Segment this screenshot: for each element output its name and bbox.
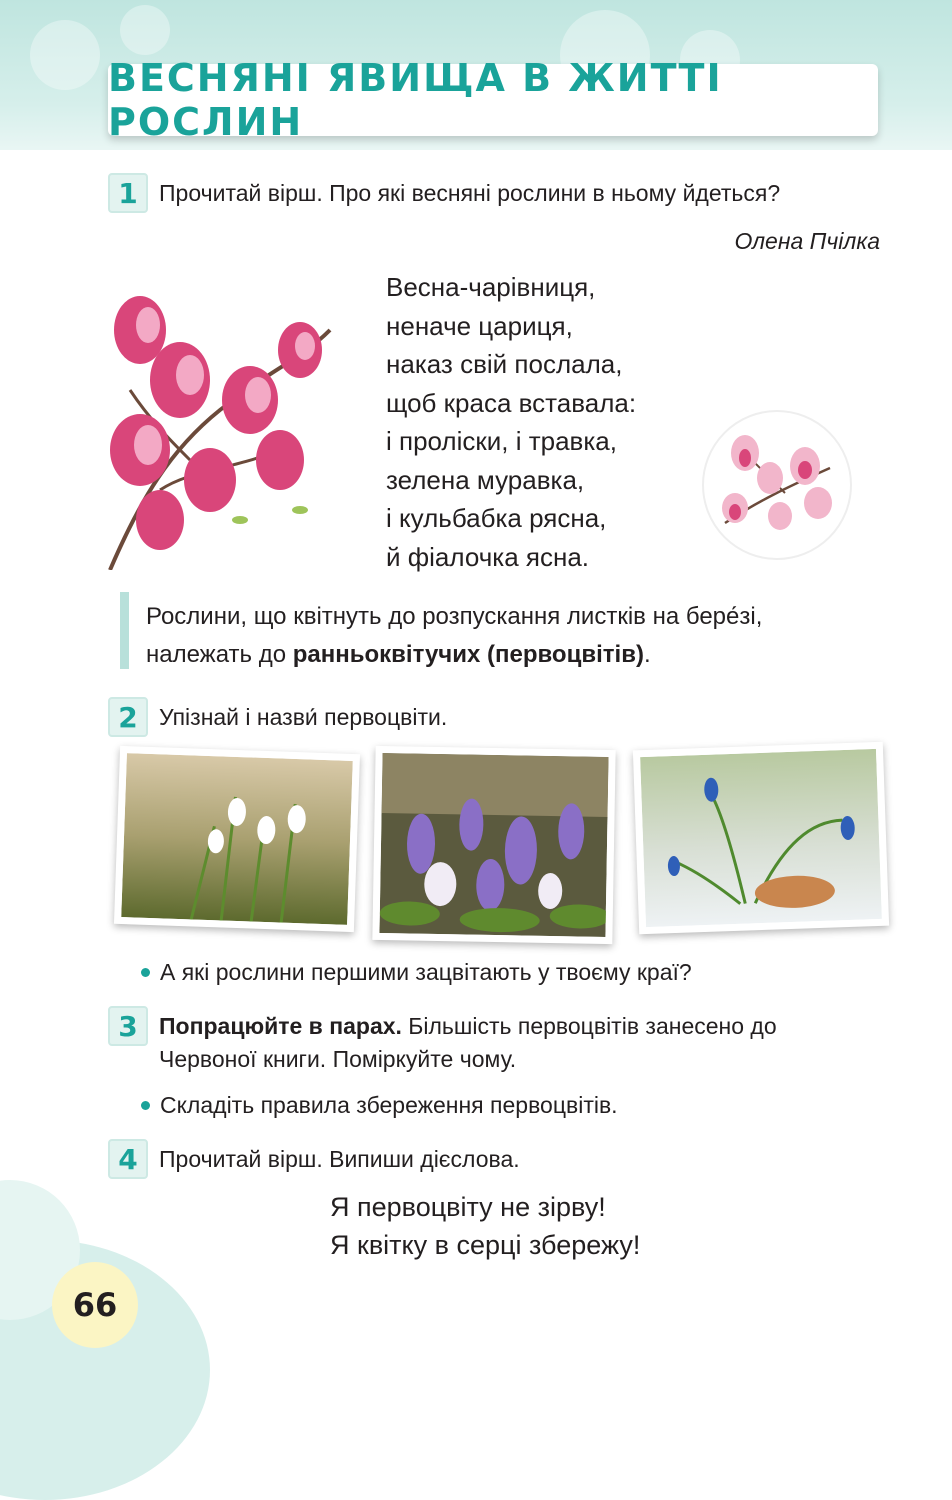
poem-1: [386, 268, 636, 576]
poem-line: Я первоцвіту не зірву!: [330, 1192, 606, 1222]
task-2-text: Упізнай і назви́ первоцвіти.: [159, 704, 448, 730]
task-3-line-2: Червоної книги. Поміркуйте чому.: [159, 1046, 517, 1072]
scilla-photo: [633, 742, 889, 935]
poem-author: Олена Пчілка: [734, 228, 880, 254]
task-2-question: А які рослини першими зацвітають у твоєму краї?: [160, 959, 692, 985]
task-number-2: 2: [108, 697, 148, 737]
poem-line: зелена муравка,: [386, 464, 585, 495]
poem-line: і кульбабка рясна,: [386, 503, 607, 533]
decor-bubble: [30, 20, 100, 90]
task-1-text: Прочитай вірш. Про які весняні рослини в ньому йдеться?: [159, 180, 781, 206]
task-3-bullet: Складіть правила збереження первоцвітів.: [160, 1092, 618, 1118]
page-number: 66: [52, 1262, 138, 1348]
task-3-bold: Попрацюйте в парах.: [159, 1013, 402, 1039]
title-box: [108, 56, 878, 144]
page-title: ВЕСНЯНІ ЯВИЩА В ЖИТТІ РОСЛИН: [108, 56, 723, 144]
poem-line: Я квітку в серці збережу!: [330, 1230, 641, 1260]
task-number-3: 3: [108, 1006, 148, 1046]
poem-line: і проліски, і травка,: [386, 426, 617, 456]
bullet-icon: [141, 968, 150, 977]
poem-line: наказ свій послала,: [386, 349, 623, 379]
rule-line-2: [146, 636, 762, 674]
poem-line: щоб краса вставала:: [386, 387, 637, 418]
rule-suffix: .: [643, 641, 651, 668]
task-3-rest: Більшість первоцвітів занесено до: [401, 1013, 777, 1039]
poem-line: неначе цариця,: [386, 310, 573, 341]
rule-term: ранньоквітучих (первоцвітів): [292, 641, 644, 668]
rule-line-1: Рослини, що квітнуть до розпускання листків на бере́зі,: [146, 603, 763, 630]
rule-marker: [120, 592, 129, 669]
task-number-4: 4: [108, 1139, 148, 1179]
task-4-text: Прочитай вірш. Випиши дієслова.: [159, 1146, 520, 1172]
rule-definition: [146, 598, 762, 674]
task-3-text: [159, 1010, 777, 1042]
decor-bubble: [120, 5, 170, 55]
snowdrop-photo: [114, 746, 360, 932]
poem-line: Весна-чарівниця,: [386, 272, 596, 302]
magnolia-circle-image: [700, 408, 854, 562]
corydalis-photo: [372, 746, 615, 944]
task-number-1: 1: [108, 173, 148, 213]
rule-prefix: належать до: [146, 641, 293, 668]
poem-line: й фіалочка ясна.: [386, 541, 590, 572]
magnolia-branch-image: [100, 270, 340, 570]
bullet-icon: [141, 1101, 150, 1110]
poem-2: [330, 1188, 640, 1264]
